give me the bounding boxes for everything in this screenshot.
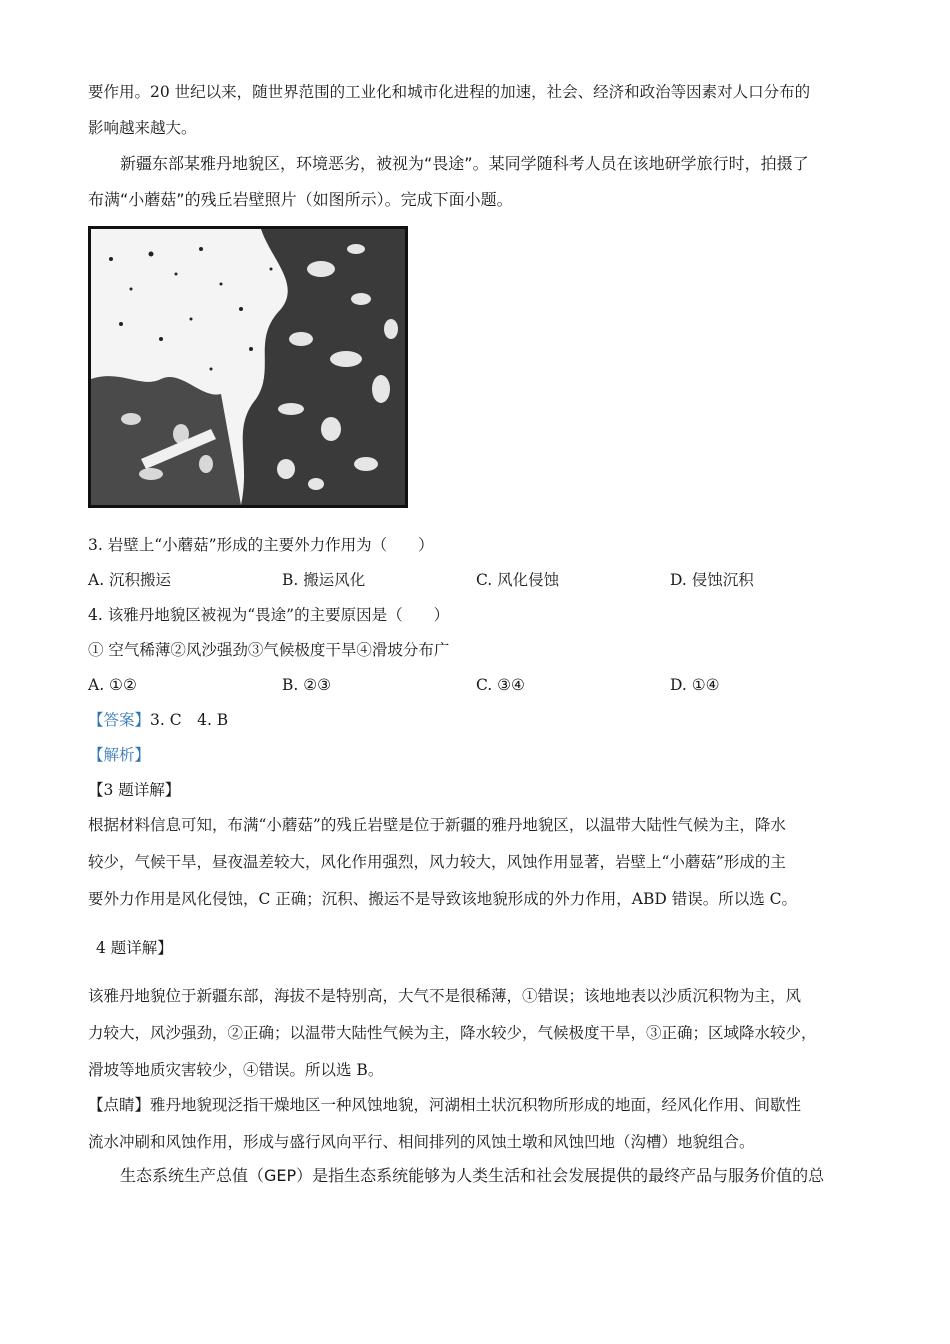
detail3-line-2: 较少，气候干旱，昼夜温差较大，风化作用强烈，风力较大，风蚀作用显著，岩壁上“小蘑菇”形成的主 — [88, 853, 786, 871]
q3-option-d: D. 侵蚀沉积 — [670, 571, 754, 589]
detail3-line-3: 要外力作用是风化侵蚀，C 正确；沉积、搬运不是导致该地貌形成的外力作用，ABD 错误。所以选 C。 — [88, 890, 798, 908]
q3-option-c: C. 风化侵蚀 — [476, 571, 560, 589]
q3-stem: 3. 岩壁上“小蘑菇”形成的主要外力作用为（ ） — [88, 536, 434, 554]
detail3-heading: 【3 题详解】 — [88, 781, 181, 799]
q4-option-d: D. ①④ — [670, 676, 720, 694]
q4-statements: ① 空气稀薄②风沙强劲③气候极度干旱④滑坡分布广 — [88, 641, 450, 659]
analysis-tag: 【解析】 — [88, 746, 151, 764]
q4-option-b: B. ②③ — [282, 676, 332, 694]
intro-line-2: 影响越来越大。 — [88, 119, 197, 137]
detail3-line-1: 根据材料信息可知，布满“小蘑菇”的残丘岩壁是位于新疆的雅丹地貌区，以温带大陆性气候为主，降水 — [88, 816, 786, 834]
q4-stem: 4. 该雅丹地貌区被视为“畏途”的主要原因是（ ） — [88, 606, 450, 624]
detail4-heading: 4 题详解】 — [96, 939, 173, 957]
answer-text: 3. C 4. B — [150, 711, 229, 729]
q3-option-a: A. 沉积搬运 — [88, 571, 172, 589]
next-passage-line-1: 生态系统生产总值（GEP）是指生态系统能够为人类生活和社会发展提供的最终产品与服务价值的总 — [120, 1166, 825, 1185]
answer-line — [88, 710, 868, 730]
note-line-2: 流水冲刷和风蚀作用，形成与盛行风向平行、相间排列的风蚀土墩和风蚀凹地（沟槽）地貌组合。 — [88, 1133, 755, 1151]
intro-line-1: 要作用。20 世纪以来，随世界范围的工业化和城市化进程的加速，社会、经济和政治等因素对人口分布的 — [88, 83, 811, 101]
detail4-line-2: 力较大，风沙强劲，②正确；以温带大陆性气候为主，降水较少，气候极度干旱，③正确；区域降水较少， — [88, 1024, 817, 1042]
note-text-1: 雅丹地貌现泛指干燥地区一种风蚀地貌，河湖相土状沉积物所形成的地面，经风化作用、间歇性 — [150, 1096, 802, 1114]
note-tag: 【点睛】 — [88, 1096, 151, 1114]
q3-option-b: B. 搬运风化 — [282, 571, 366, 589]
passage-line-1: 新疆东部某雅丹地貌区，环境恶劣，被视为“畏途”。某同学随科考人员在该地研学旅行时，拍摄了 — [120, 154, 809, 173]
passage-line-2: 布满“小蘑菇”的残丘岩壁照片（如图所示）。完成下面小题。 — [88, 190, 513, 209]
detail4-line-3: 滑坡等地质灾害较少，④错误。所以选 B。 — [88, 1061, 384, 1079]
note-line-1 — [88, 1095, 868, 1115]
rock-wall-photo-icon — [91, 229, 405, 505]
q4-option-c: C. ③④ — [476, 676, 525, 694]
rock-wall-photo — [88, 226, 408, 508]
detail4-line-1: 该雅丹地貌位于新疆东部，海拔不是特别高，大气不是很稀薄，①错误；该地地表以沙质沉积物为主，风 — [88, 987, 802, 1005]
q4-option-a: A. ①② — [88, 676, 137, 694]
answer-tag: 【答案】 — [88, 711, 151, 729]
